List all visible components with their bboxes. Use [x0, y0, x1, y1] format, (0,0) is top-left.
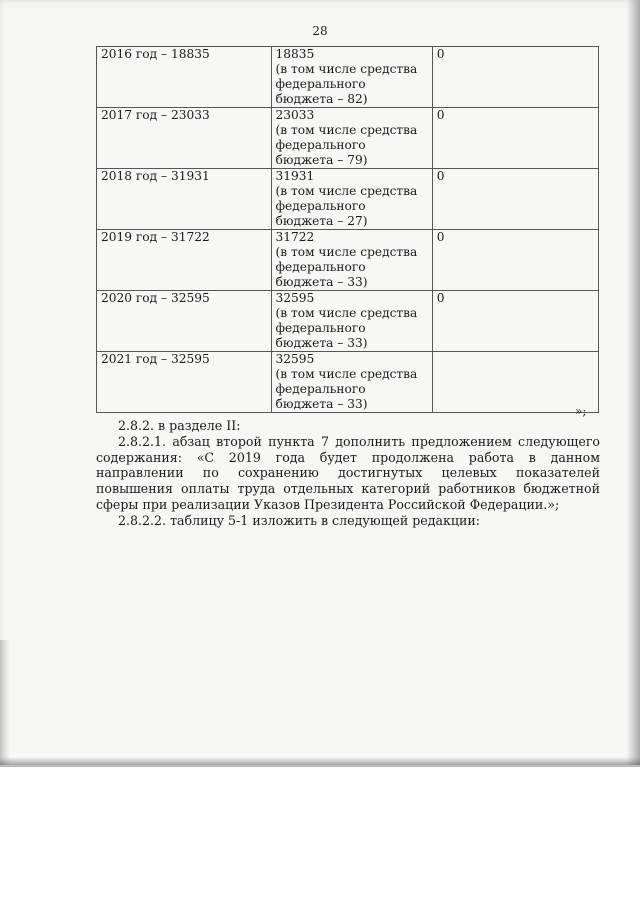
amount-value: 18835	[275, 47, 315, 61]
other-source-cell: 0	[432, 230, 598, 291]
other-source-cell	[432, 352, 598, 413]
federal-budget-note: федерального	[275, 138, 366, 152]
federal-budget-note: (в том числе средства	[275, 184, 418, 198]
table-row	[97, 352, 599, 413]
amount-value: 32595	[275, 352, 315, 366]
amount-cell	[271, 352, 432, 413]
federal-budget-note: (в том числе средства	[275, 306, 418, 320]
federal-budget-note: бюджета – 82)	[275, 92, 368, 106]
amount-cell	[271, 230, 432, 291]
year-total-cell: 2019 год – 31722	[97, 230, 272, 291]
federal-budget-note: бюджета – 33)	[275, 397, 368, 411]
closing-quote-mark: »;	[575, 404, 587, 418]
year-total-cell: 2020 год – 32595	[97, 291, 272, 352]
other-source-cell: 0	[432, 108, 598, 169]
paragraph-section-2-8-2-1: 2.8.2.1. абзац второй пункта 7 дополнить предложением следующего содержания: «С 2019 года будет продолжена работа в данном направлении по сохранению достигнутых целевых показателей повышения оплаты труда отдельных категорий работников бюджетной сферы при реализации Указов Президента Российской Федерации.»;	[96, 433, 600, 512]
year-total-cell: 2018 год – 31931	[97, 169, 272, 230]
federal-budget-note: федерального	[275, 199, 366, 213]
federal-budget-note: федерального	[275, 260, 366, 274]
federal-budget-note: (в том числе средства	[275, 62, 418, 76]
funding-table	[96, 46, 599, 413]
federal-budget-note: федерального	[275, 321, 366, 335]
year-total-cell: 2021 год – 32595	[97, 352, 272, 413]
paragraph-section-2-8-2-2: 2.8.2.2. таблицу 5-1 изложить в следующей редакции:	[118, 512, 481, 528]
table-row	[97, 291, 599, 352]
federal-budget-note: (в том числе средства	[275, 367, 418, 381]
table-row	[97, 169, 599, 230]
scan-edge-shadow	[626, 0, 640, 765]
scan-bottom-shadow	[0, 757, 640, 767]
amount-value: 31931	[275, 169, 315, 183]
other-source-cell: 0	[432, 169, 598, 230]
other-source-cell: 0	[432, 291, 598, 352]
amount-cell	[271, 169, 432, 230]
page-number: 28	[312, 24, 328, 38]
federal-budget-note: федерального	[275, 77, 366, 91]
federal-budget-note: (в том числе средства	[275, 245, 418, 259]
amount-value: 32595	[275, 291, 315, 305]
federal-budget-note: бюджета – 79)	[275, 153, 368, 167]
amount-cell	[271, 47, 432, 108]
amount-value: 23033	[275, 108, 315, 122]
amount-value: 31722	[275, 230, 315, 244]
federal-budget-note: федерального	[275, 382, 366, 396]
table-row	[97, 47, 599, 108]
federal-budget-note: бюджета – 27)	[275, 214, 368, 228]
year-total-cell: 2016 год – 18835	[97, 47, 272, 108]
scan-left-shadow	[0, 640, 10, 765]
year-total-cell: 2017 год – 23033	[97, 108, 272, 169]
federal-budget-note: (в том числе средства	[275, 123, 418, 137]
document-body	[96, 418, 600, 529]
table-row	[97, 108, 599, 169]
paragraph-section-2-8-2: 2.8.2. в разделе II:	[118, 418, 241, 433]
other-source-cell: 0	[432, 47, 598, 108]
table-row	[97, 230, 599, 291]
amount-cell	[271, 291, 432, 352]
federal-budget-note: бюджета – 33)	[275, 336, 368, 350]
amount-cell	[271, 108, 432, 169]
federal-budget-note: бюджета – 33)	[275, 275, 368, 289]
